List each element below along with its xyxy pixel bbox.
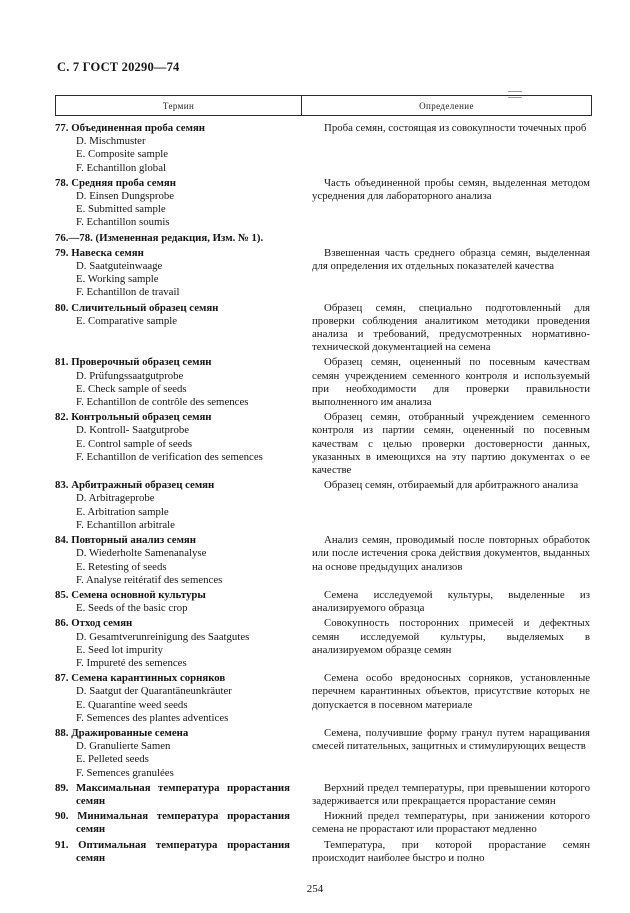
scan-artifact [508,91,522,98]
definition-cell [302,534,592,587]
term-translation: D. Einsen Dungsprobe [76,190,175,203]
term-translation: F. Echantillon de verification des semences [76,450,263,463]
definition-text: Семена, получившие форму гранул путем наращивания смесей питательных, защитных и стимулирующих веществ [312,726,590,753]
term-translation: E. Submitted sample [76,203,166,216]
term-number: 90. [55,810,78,823]
term-number: 80. [55,301,72,314]
term-cell [55,727,302,780]
term-title [55,534,290,547]
term-text: Минимальная температура прорастания семян [76,810,290,836]
term-translation: E. Comparative sample [76,314,178,327]
term-row [55,302,592,355]
term-cell [55,177,302,230]
term-translation: E. Working sample [76,273,159,286]
term-title [55,302,290,315]
term-text: Максимальная температура прорастания семян [75,781,290,807]
term-title [55,247,290,260]
term-text: Навеска семян [71,246,144,259]
definition-cell [302,356,592,409]
definition-cell [302,672,592,725]
term-translation: F. Semences granulées [76,766,174,779]
definition-text: Совокупность посторонних примесей и дефектных семян исследуемой культуры, выделяемых в анализируемом образце семян [312,617,590,656]
term-row [55,727,592,780]
definition-cell [302,727,592,780]
definition-text: Нижний предел температуры, при занижении которого семена не прорастают или прорастают медленно [312,810,590,836]
term-cell [55,247,302,300]
definition-text: Образец семян, специально подготовленный для проверки соблюдения аналитиком методики проведения анализа и требований, предусмотренных нормативно-технической документацией на семена [312,301,590,354]
definition-text: Образец семян, отбираемый для арбитражного анализа [324,479,579,492]
term-text: Семена основной культуры [71,588,206,601]
term-row [55,810,592,836]
term-translation: E. Pelleted seeds [76,753,149,766]
term-row [55,589,592,615]
term-number: 88. [55,726,72,739]
term-number: 83. [55,479,72,492]
term-translation: D. Saatgut der Quarantäneunkräuter [76,685,232,698]
term-translation: E. Quarantine weed seeds [76,698,188,711]
definition-text: Образец семян, оцененный по посевным качествам семян учреждением семенного контроля и используемый при необходимости для проверки правильности выполненного им анализа [312,356,590,409]
definition-cell [302,617,592,670]
term-number: 85. [55,588,72,601]
definition-text: Взвешенная часть среднего образца семян, выделенная для определения их отдельных показателей качества [312,246,590,273]
term-cell [55,232,302,245]
term-cell [55,782,302,808]
term-translation: D. Prüfungssaatgutprobe [76,369,184,382]
term-title [55,356,290,369]
term-number: 77. [55,122,72,134]
column-header-term: Термин [56,96,302,115]
term-row [55,356,592,409]
term-number: 84. [55,534,72,547]
amendment-row [55,232,592,245]
definition-text: Семена исследуемой культуры, выделенные из анализируемого образца [312,588,590,615]
definition-cell [302,247,592,300]
definition-text: Семена особо вредоносных сорняков, установленные перечнем карантинных объектов, присутствие которых не допускается в посевном материале [312,672,590,711]
terms-table [55,95,592,867]
term-number: 91. [55,838,79,851]
term-row [55,247,592,300]
term-cell [55,810,302,836]
term-text: Проверочный образец семян [71,356,212,369]
term-translation: F. Semences des plantes adventices [76,711,229,724]
definition-cell [302,122,592,175]
term-title [55,589,290,602]
term-translation: E. Retesting of seeds [76,560,167,573]
definition-cell [302,411,592,477]
column-header-definition: Определение [419,100,474,111]
term-cell [55,617,302,670]
term-cell [55,302,302,355]
table-header [55,95,592,116]
term-translation: E. Composite sample [76,148,169,161]
term-row [55,534,592,587]
term-translation: D. Kontroll- Saatgutprobe [76,424,190,437]
term-translation: E. Seed lot impurity [76,643,163,656]
term-cell [55,122,302,175]
term-translation: D. Wiederholte Samenanalyse [76,547,207,560]
table-body [55,116,592,865]
term-title [55,177,290,190]
term-translation: D. Granulierte Samen [76,740,171,753]
term-row [55,411,592,477]
definition-text: Анализ семян, проводимый после повторных обработок или после истечения срока действия документов, выданных на основе предыдущих анализов [312,534,590,573]
term-translation: E. Check sample of seeds [76,382,187,395]
term-text: Средняя проба семян [71,176,176,189]
definition-cell [302,839,592,865]
term-translation: F. Echantillon de contrôle des semences [76,396,249,409]
term-title [55,479,290,492]
term-cell [55,589,302,615]
definition-cell [302,782,592,808]
definition-cell [302,810,592,836]
term-text: Отход семян [71,617,133,630]
term-text: Семена карантинных сорняков [71,672,226,685]
page-title: С. 7 ГОСТ 20290—74 [57,60,180,74]
term-row [55,177,592,230]
definition-text: Температура, при которой прорастание семян происходит наиболее быстро и полно [312,838,590,864]
definition-text: Образец семян, отобранный учреждением семенного контроля из партии семян, оцененный по посевным качествам с целью проверки достоверности данных, указанных в имеющихся на эту партию документах о ее качестве [312,411,590,477]
definition-text: Часть объединенной пробы семян, выделенная методом усреднения для лабораторного анализа [312,176,590,203]
definition-cell [302,177,592,230]
term-number: 79. [55,246,72,259]
term-text: Дражированные семена [71,726,189,739]
term-cell [55,839,302,865]
term-text: Контрольный образец семян [71,411,212,424]
term-translation: F. Echantillon global [76,161,166,174]
term-title [55,672,290,685]
term-title [55,411,290,424]
term-number: 78. [55,176,72,189]
term-row [55,782,592,808]
term-row [55,479,592,532]
term-row [55,122,592,175]
term-translation: F. Echantillon soumis [76,216,170,229]
term-number: 82. [55,411,72,424]
term-translation: D. Saatguteinwaage [76,260,163,273]
term-cell [55,356,302,409]
term-text: Объединенная проба семян [71,122,206,134]
term-title [55,782,290,808]
term-row [55,839,592,865]
term-row [55,617,592,670]
term-translation: D. Gesamtverunreinigung des Saatgutes [76,630,250,643]
definition-cell [302,479,592,532]
term-number: 81. [55,356,72,369]
definition-cell [302,232,592,245]
term-cell [55,534,302,587]
term-text: Сличительный образец семян [71,301,219,314]
term-number: 89. [55,781,76,794]
definition-cell [302,302,592,355]
term-translation: E. Arbitration sample [76,505,169,518]
term-title [55,839,290,865]
term-text: Арбитражный образец семян [71,479,215,492]
definition-text: Проба семян, состоящая из совокупности точечных проб [324,122,587,134]
term-translation: F. Analyse reitératif des semences [76,573,223,586]
amendment-note: 76.—78. (Измененная редакция, Изм. № 1). [55,231,264,244]
term-translation: D. Arbitrageprobe [76,492,155,505]
term-number: 87. [55,672,72,685]
term-title [55,810,290,836]
term-translation: E. Seeds of the basic crop [76,602,188,615]
term-translation: E. Control sample of seeds [76,437,193,450]
term-cell [55,672,302,725]
definition-text: Верхний предел температуры, при превышении которого задерживается или прекращается прорастание семян [312,781,590,807]
definition-cell [302,589,592,615]
term-translation: F. Echantillon de travail [76,286,180,299]
term-translation: F. Echantillon arbitrale [76,518,175,531]
term-row [55,672,592,725]
term-cell [55,411,302,477]
page-number: 254 [306,883,324,895]
term-translation: F. Impureté des semences [76,656,187,669]
term-cell [55,479,302,532]
term-number: 86. [55,617,72,630]
term-title [55,122,290,135]
term-translation: D. Mischmuster [76,135,146,148]
term-text: Повторный анализ семян [71,534,196,547]
term-title [55,617,290,630]
term-text: Оптимальная температура прорастания семян [76,838,291,864]
term-title [55,727,290,740]
